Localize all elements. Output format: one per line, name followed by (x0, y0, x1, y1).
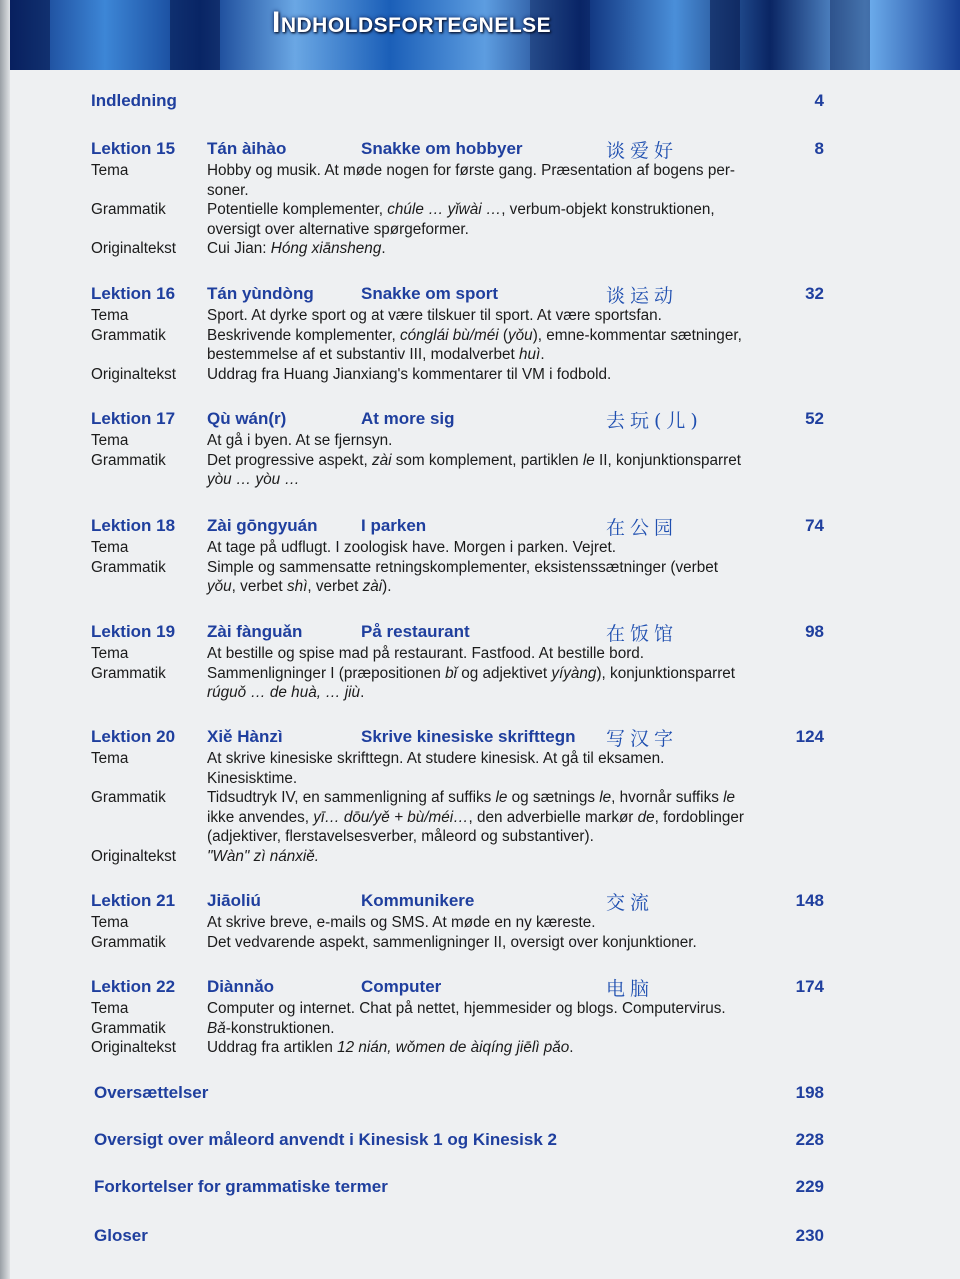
lesson-heading (91, 284, 824, 306)
detail-italic-term: zài (362, 578, 383, 595)
lesson-detail-grammatik (91, 200, 824, 239)
entry-page: 230 (795, 1226, 824, 1245)
entry-page: 4 (814, 91, 824, 110)
lesson-page-number: 98 (805, 622, 824, 641)
detail-text-line (207, 683, 824, 703)
detail-italic-term: le (723, 789, 736, 806)
detail-text: Potentielle komplementer, (207, 201, 388, 218)
lesson-danish-title: I parken (361, 516, 427, 535)
lesson-detail-originaltekst (91, 847, 824, 867)
toc-entry-intro[interactable] (91, 91, 824, 113)
toc-lesson-entry[interactable] (91, 284, 824, 384)
detail-label: Grammatik (91, 558, 166, 576)
detail-text: At gå i byen. At se fjernsyn. (207, 432, 393, 449)
lesson-detail-originaltekst (91, 365, 824, 385)
lesson-detail-grammatik (91, 664, 824, 703)
toc-lesson-entry[interactable] (91, 891, 824, 952)
lesson-heading (91, 727, 824, 749)
lesson-chinese-title: 在饭馆 (606, 623, 679, 645)
lesson-number: Lektion 17 (91, 409, 176, 428)
detail-text-line (207, 913, 824, 933)
detail-italic-term: Bǎ (207, 1019, 226, 1037)
detail-text: Sport. At dyrke sport og at være tilskuer til sport. At være sportsfan. (207, 307, 662, 324)
lesson-chinese-title: 谈运动 (606, 285, 679, 307)
entry-label: Oversigt over måleord anvendt i Kinesisk 1 og Kinesisk 2 (94, 1130, 557, 1149)
entry-label: Oversættelser (94, 1083, 209, 1102)
lesson-chinese-title: 谈爱好 (606, 140, 679, 162)
detail-text-line (207, 306, 824, 326)
detail-text: Kinesisktime. (207, 769, 298, 787)
detail-text-line (207, 644, 824, 664)
detail-text-line (207, 749, 824, 769)
detail-text-line (207, 470, 824, 490)
detail-text: . (381, 240, 386, 257)
detail-text-line (207, 326, 824, 346)
detail-text-line (207, 769, 824, 789)
detail-italic-term: yòu … yòu … (207, 471, 300, 488)
detail-text-line (207, 181, 824, 201)
lesson-pinyin-title: Qù wán(r) (207, 409, 287, 428)
toc-lesson-entry[interactable] (91, 139, 824, 259)
lesson-chinese-title: 去玩(儿) (606, 410, 703, 432)
detail-text: At skrive breve, e-mails og SMS. At møde en ny kæreste. (207, 914, 596, 931)
detail-label: Grammatik (91, 1019, 166, 1037)
lesson-chinese-title: 写汉字 (606, 728, 679, 750)
detail-italic-term: huì (519, 346, 541, 363)
lesson-number: Lektion 15 (91, 139, 176, 158)
page-title: Indholdsfortegnelse (272, 6, 552, 39)
lesson-chinese-title: 交流 (606, 892, 655, 914)
lesson-danish-title: Computer (361, 977, 442, 996)
lesson-page-number: 148 (795, 891, 824, 910)
lesson-detail-grammatik (91, 451, 824, 490)
detail-italic-term: yǒu (508, 326, 533, 344)
detail-text-line (207, 847, 824, 867)
lesson-heading (91, 622, 824, 644)
detail-text: Tidsudtryk IV, en sammenligning af suffiks (207, 789, 496, 806)
lesson-page-number: 124 (795, 727, 824, 746)
detail-italic-term: rúguǒ … de huà, … jiù (207, 684, 361, 701)
detail-text: og sætnings (507, 789, 600, 806)
detail-text-line (207, 345, 824, 365)
detail-text: ). (382, 578, 392, 595)
detail-text: ( (498, 326, 509, 344)
detail-text: , hvornår suffiks (611, 789, 724, 806)
detail-label: Tema (91, 307, 129, 324)
lesson-heading (91, 891, 824, 913)
detail-text: og adjektivet (456, 664, 552, 682)
detail-text: som komplement, partiklen (391, 451, 583, 469)
lesson-detail-tema (91, 644, 824, 664)
detail-text-line (207, 827, 824, 847)
lesson-page-number: 174 (795, 977, 824, 996)
detail-text: Det progressive aspekt, (207, 451, 372, 469)
detail-text: , verbet (231, 578, 287, 595)
detail-text: Uddrag fra artiklen (207, 1039, 338, 1056)
detail-italic-term: de (637, 808, 655, 826)
detail-text-line (207, 1038, 824, 1058)
detail-text: -konstruktionen. (225, 1019, 335, 1037)
detail-label: Grammatik (91, 789, 166, 806)
entry-label: Indledning (91, 91, 177, 110)
detail-text: . (569, 1039, 574, 1056)
lesson-heading (91, 139, 824, 161)
lesson-detail-originaltekst (91, 239, 824, 259)
lesson-detail-grammatik (91, 933, 824, 953)
lesson-pinyin-title: Jiāoliú (207, 891, 261, 910)
detail-italic-term: yíyàng (551, 664, 597, 682)
detail-text: , den adverbielle markør (468, 808, 638, 826)
entry-page: 198 (795, 1083, 824, 1102)
detail-text-line (207, 538, 824, 558)
detail-italic-term: le (495, 789, 508, 806)
lesson-detail-tema (91, 538, 824, 558)
detail-label: Tema (91, 914, 129, 931)
detail-text: ), konjunktionsparret (596, 664, 736, 682)
detail-text: bestemmelse af et substantiv III, modalverbet (207, 346, 520, 363)
detail-text: At bestille og spise mad på restaurant. Fastfood. At bestille bord. (207, 645, 645, 662)
detail-text-line (207, 239, 824, 259)
detail-text: ikke anvendes, (207, 808, 314, 826)
lesson-number: Lektion 18 (91, 516, 176, 535)
lesson-page-number: 32 (805, 284, 824, 303)
detail-italic-term: le (582, 451, 595, 469)
detail-italic-term: zài (371, 451, 392, 469)
detail-italic-term: Hóng xiānsheng (270, 240, 382, 257)
lesson-danish-title: Kommunikere (361, 891, 475, 910)
detail-label: Originaltekst (91, 847, 177, 865)
detail-label: Grammatik (91, 451, 166, 469)
entry-page: 228 (795, 1130, 824, 1149)
lesson-page-number: 52 (805, 409, 824, 428)
lesson-heading (91, 516, 824, 538)
detail-text-line (207, 788, 824, 808)
detail-text: , verbet (307, 578, 363, 595)
lesson-pinyin-title: Tán àihào (207, 139, 287, 158)
detail-italic-term: le (599, 789, 612, 806)
detail-text: . (540, 346, 545, 363)
detail-text: II, konjunktionsparret (594, 451, 741, 469)
lesson-chinese-title: 在公园 (606, 517, 679, 539)
toc-lesson-entry[interactable] (91, 727, 824, 866)
toc-lesson-entry[interactable] (91, 516, 824, 597)
detail-label: Grammatik (91, 326, 166, 344)
detail-text-line (207, 558, 824, 578)
lesson-danish-title: På restaurant (361, 622, 470, 641)
lesson-detail-grammatik (91, 558, 824, 597)
lesson-danish-title: At more sig (361, 409, 455, 428)
detail-text-line (207, 999, 824, 1019)
detail-label: Originaltekst (91, 1039, 177, 1056)
book-spine-shadow (0, 0, 10, 1279)
detail-italic-term: "Wàn" zì nánxiě. (207, 847, 320, 865)
detail-label: Originaltekst (91, 365, 177, 383)
toc-entry-appendix[interactable] (94, 1130, 824, 1152)
lesson-number: Lektion 19 (91, 622, 176, 641)
lesson-pinyin-title: Xiě Hànzì (207, 727, 283, 746)
detail-text: (adjektiver, flerstavelsesverber, måleord og substantiver). (207, 828, 594, 845)
detail-label: Originaltekst (91, 240, 177, 257)
lesson-heading (91, 977, 824, 999)
detail-text-line (207, 1019, 824, 1039)
detail-text: oversigt over alternative spørgeformer. (207, 220, 469, 238)
detail-text: Beskrivende komplementer, (207, 326, 401, 344)
detail-text-line (207, 220, 824, 240)
detail-italic-term: shì (286, 578, 308, 595)
lesson-number: Lektion 20 (91, 727, 176, 746)
lesson-pinyin-title: Zài gōngyuán (207, 516, 318, 535)
detail-label: Tema (91, 432, 129, 449)
lesson-detail-tema (91, 306, 824, 326)
toc-lesson-entry[interactable] (91, 409, 824, 490)
detail-text: Det vedvarende aspekt, sammenligninger II, oversigt over konjunktioner. (207, 933, 697, 951)
lesson-pinyin-title: Zài fànguǎn (207, 622, 303, 641)
lesson-danish-title: Skrive kinesiske skrifttegn (361, 727, 576, 746)
lesson-detail-originaltekst (91, 1038, 824, 1058)
lesson-chinese-title: 电脑 (606, 978, 655, 1000)
toc-entry-appendix[interactable] (94, 1083, 824, 1105)
detail-text-line (207, 200, 824, 220)
lesson-detail-grammatik (91, 1019, 824, 1039)
lesson-pinyin-title: Diànnǎo (207, 977, 275, 996)
detail-label: Tema (91, 750, 129, 767)
detail-text: At tage på udflugt. I zoologisk have. Morgen i parken. Vejret. (207, 539, 617, 556)
detail-label: Grammatik (91, 664, 166, 682)
detail-text-line (207, 808, 824, 828)
lesson-detail-tema (91, 161, 824, 200)
lesson-number: Lektion 21 (91, 891, 176, 910)
detail-text-line (207, 161, 824, 181)
lesson-number: Lektion 22 (91, 977, 176, 996)
lesson-heading (91, 409, 824, 431)
lesson-detail-tema (91, 913, 824, 933)
detail-italic-term: bǐ (445, 664, 457, 682)
detail-italic-term: chúle … yǐwài … (387, 201, 502, 218)
detail-italic-term: cónglái bù/méi (400, 326, 499, 344)
detail-text: ), emne-kommentar sætninger, (532, 326, 742, 344)
detail-text: Simple og sammensatte retningskomplementer, eksistenssætninger (verbet (207, 558, 718, 576)
lesson-detail-grammatik (91, 326, 824, 365)
lesson-detail-tema (91, 431, 824, 451)
lesson-danish-title: Snakke om hobbyer (361, 139, 523, 158)
detail-text: soner. (207, 181, 249, 199)
entry-label: Forkortelser for grammatiske termer (94, 1177, 388, 1196)
detail-text-line (207, 431, 824, 451)
toc-entry-appendix[interactable] (94, 1177, 824, 1199)
lesson-detail-tema (91, 999, 824, 1019)
detail-italic-term: yǒu (207, 578, 232, 595)
detail-label: Tema (91, 162, 129, 179)
detail-label: Grammatik (91, 201, 166, 218)
detail-text: . (360, 684, 365, 701)
detail-text: Uddrag fra Huang Jianxiang's kommentarer til VM i fodbold. (207, 365, 612, 383)
toc-lesson-entry[interactable] (91, 977, 824, 1058)
detail-text-line (207, 365, 824, 385)
detail-text-line (207, 451, 824, 471)
detail-italic-term: yī… dōu/yě + bù/méi… (313, 808, 469, 826)
detail-label: Tema (91, 645, 129, 662)
lesson-pinyin-title: Tán yùndòng (207, 284, 314, 303)
detail-text: Hobby og musik. At møde nogen for første gang. Præsentation af bogens per- (207, 162, 736, 179)
header-banner (10, 0, 960, 70)
detail-text-line (207, 664, 824, 684)
detail-text-line (207, 577, 824, 597)
lesson-page-number: 8 (814, 139, 824, 158)
toc-entry-appendix[interactable] (94, 1226, 824, 1248)
detail-italic-term: 12 nián, wǒmen de àiqíng jiēlì pǎo (337, 1039, 570, 1056)
detail-text: , verbum-objekt konstruktionen, (501, 201, 715, 218)
lesson-page-number: 74 (805, 516, 824, 535)
detail-text: Cui Jian: (207, 240, 271, 257)
lesson-detail-tema (91, 749, 824, 788)
detail-text: Sammenligninger I (præpositionen (207, 664, 446, 682)
entry-page: 229 (795, 1177, 824, 1196)
lesson-detail-grammatik (91, 788, 824, 847)
lesson-danish-title: Snakke om sport (361, 284, 498, 303)
detail-text: Computer og internet. Chat på nettet, hjemmesider og blogs. Computervirus. (207, 1000, 726, 1017)
detail-text: , fordoblinger (654, 808, 744, 826)
detail-label: Tema (91, 539, 129, 556)
entry-label: Gloser (94, 1226, 148, 1245)
detail-label: Tema (91, 1000, 129, 1017)
detail-label: Grammatik (91, 933, 166, 951)
toc-lesson-entry[interactable] (91, 622, 824, 703)
lesson-number: Lektion 16 (91, 284, 176, 303)
detail-text: At skrive kinesiske skrifttegn. At studere kinesisk. At gå til eksamen. (207, 750, 665, 767)
detail-text-line (207, 933, 824, 953)
